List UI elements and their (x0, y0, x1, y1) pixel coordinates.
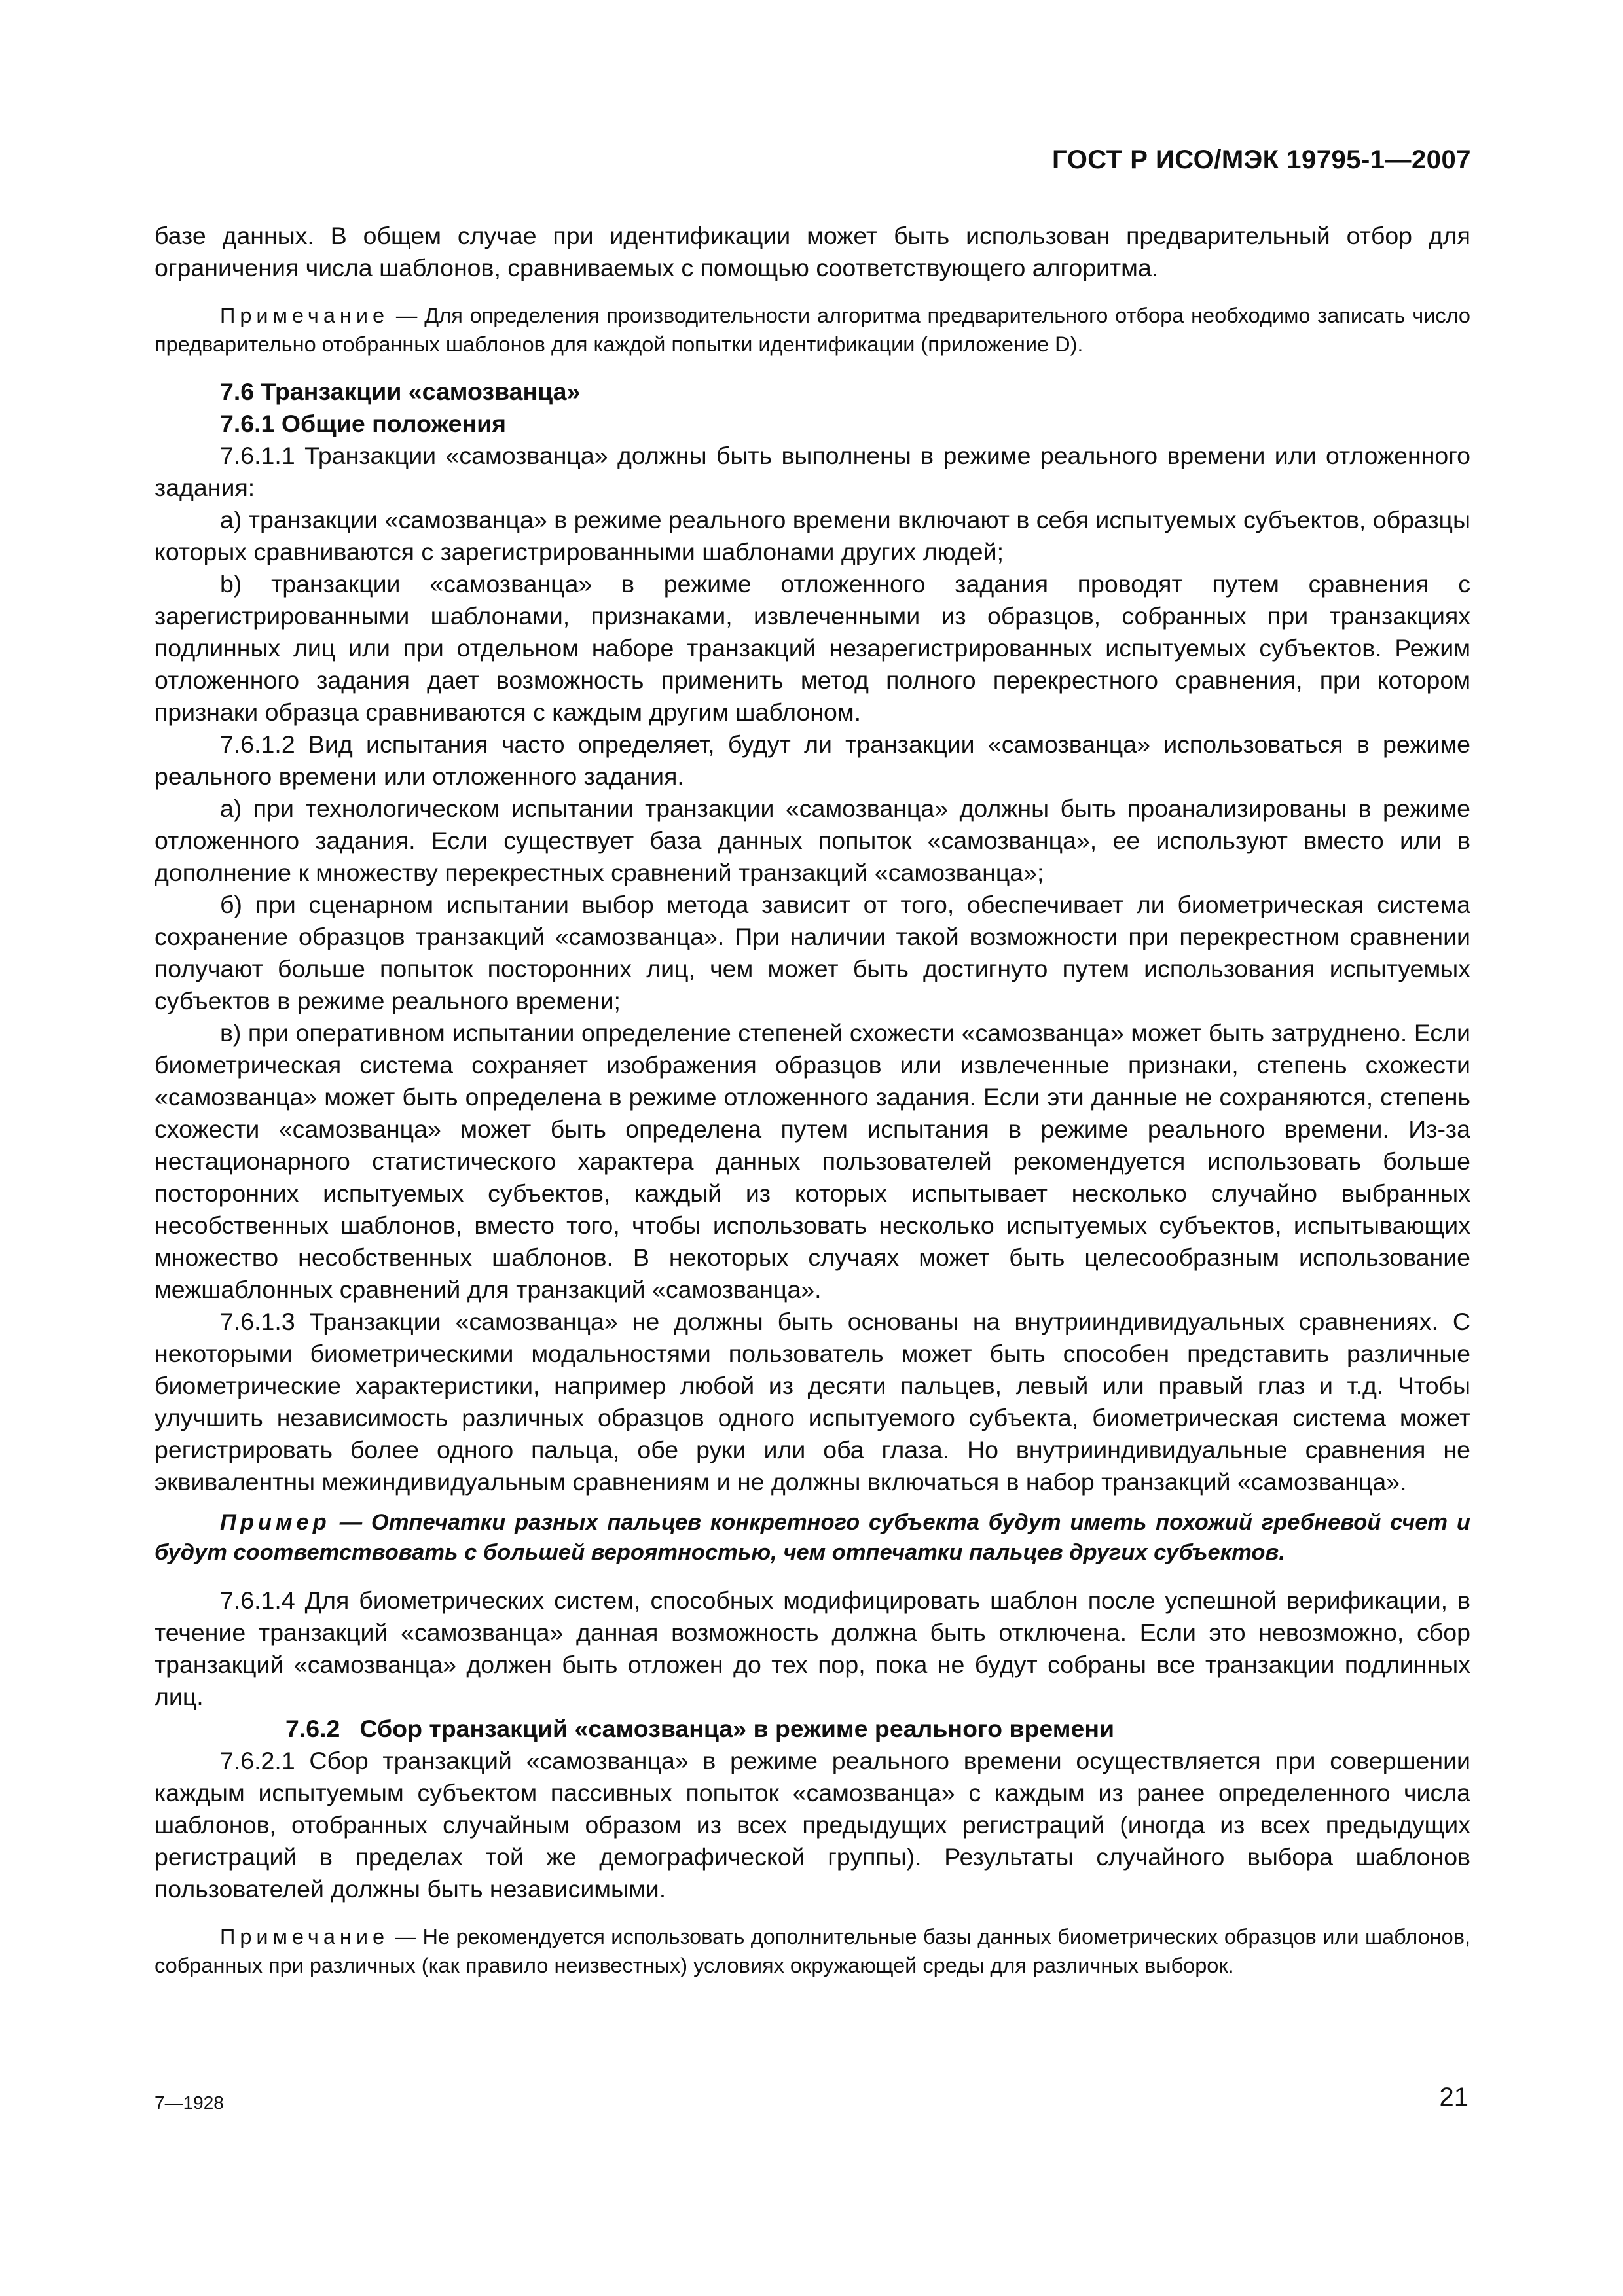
note-label: Примечание (220, 1925, 390, 1948)
paragraph-7-6-1-3: 7.6.1.3 Транзакции «самозванца» не должны быть основаны на внутрииндивидуальных сравнениях. С некоторыми биометрическими модальностями пользователь может быть способен представить различные биометрические характеристики, например любой из десяти пальцев, левый или правый глаз и т.д. Чтобы улучшить независимость различных образцов одного испытуемого субъекта, биометрическая система может регистрировать более одного пальца, обе руки или оба глаза. Но внутрииндивидуальные сравнения не эквивалентны межиндивидуальным сравнениям и не должны включаться в набор транзакций «самозванца». (155, 1308, 1470, 1496)
print-code: 7—1928 (155, 2092, 224, 2113)
list-item-7-6-1-1-b: b) транзакции «самозванца» в режиме отложенного задания проводят путем сравнения с зарегистрированными шаблонами, признаками, извлеченными из образцов, собранных при транзакциях подлинных лиц или при отдельном наборе транзакций незарегистрированных испытуемых субъектов. Режим отложенного задания дает возможность применить метод полного перекрестного сравнения, при котором признаки образца сравниваются с каждым другим шаблоном. (155, 570, 1470, 726)
section-number: 7.6.2 (285, 1715, 340, 1742)
list-item-7-6-1-2-b: б) при сценарном испытании выбор метода зависит от того, обеспечивает ли биометрическая система сохранение образцов транзакций «самозванца». При наличии такой возможности при перекрестном сравнении получают больше попыток посторонних лиц, чем может быть достигнуто путем использования испытуемых субъектов в режиме реального времени; (155, 891, 1470, 1014)
page-body (155, 220, 1470, 1997)
example-text: — Отпечатки разных пальцев конкретного субъекта будут иметь похожий гребневой счет и будут соответствовать с большей вероятностью, чем отпечатки пальцев других субъектов. (155, 1510, 1470, 1565)
standard-designation: ГОСТ Р ИСО/МЭК 19795-1—2007 (1052, 145, 1471, 174)
paragraph-continuation: базе данных. В общем случае при идентификации может быть использован предварительный отбор для ограничения числа шаблонов, сравниваемых с помощью соответствующего алгоритма. (155, 222, 1470, 281)
paragraph-7-6-1-4: 7.6.1.4 Для биометрических систем, способных модифицировать шаблон после успешной верификации, в течение транзакций «самозванца» данная возможность должна быть отключена. Если это невозможно, сбор транзакций «самозванца» должен быть отложен до тех пор, пока не будут собраны все транзакции подлинных лиц. (155, 1587, 1470, 1710)
example-block (155, 1507, 1470, 1568)
paragraph-7-6-2-1: 7.6.2.1 Сбор транзакций «самозванца» в режиме реального времени осуществляется при совершении каждым испытуемым субъектом пассивных попыток «самозванца» с каждым из ранее определенного числа шаблонов, отобранных случайным образом из всех предыдущих регистраций (иногда из всех предыдущих регистраций в пределах той же демографической группы). Результаты случайного выбора шаблонов пользователей должны быть независимыми. (155, 1747, 1470, 1903)
note-text: — Для определения производительности алгоритма предварительного отбора необходимо записать число предварительно отобранных шаблонов для каждой попытки идентификации (приложение D). (155, 304, 1470, 356)
note-label: Примечание (220, 304, 390, 327)
note-1 (155, 301, 1470, 359)
section-heading-7-6: 7.6 Транзакции «самозванца» (220, 378, 581, 405)
list-item-7-6-1-2-c: в) при оперативном испытании определение степеней схожести «самозванца» может быть затруднено. Если биометрическая система сохраняет изображения образцов или извлеченные признаки, степень схожести «самозванца» может быть определена в режиме отложенного задания. Если эти данные не сохраняются, степень схожести «самозванца» может быть определена путем испытания в режиме реального времени. Из-за нестационарного статистического характера данных пользователей рекомендуется использовать больше посторонних испытуемых субъектов, каждый из которых испытывает несколько случайно выбранных несобственных шаблонов, вместо того, чтобы использовать несколько испытуемых субъектов, испытывающих множество несобственных шаблонов. В некоторых случаях может быть целесообразным использование межшаблонных сравнений для транзакций «самозванца». (155, 1019, 1470, 1303)
list-item-7-6-1-2-a: а) при технологическом испытании транзакции «самозванца» должны быть проанализированы в режиме отложенного задания. Если существует база данных попыток «самозванца», ее используют вместо или в дополнение к множеству перекрестных сравнений транзакций «самозванца»; (155, 795, 1470, 886)
paragraph-7-6-1-2: 7.6.1.2 Вид испытания часто определяет, будут ли транзакции «самозванца» использоваться в режиме реального времени или отложенного задания. (155, 730, 1470, 790)
note-2 (155, 1922, 1470, 1980)
section-heading-7-6-1: 7.6.1 Общие положения (220, 410, 507, 437)
section-title: Сбор транзакций «самозванца» в режиме реального времени (359, 1715, 1115, 1742)
section-heading-7-6-2 (155, 1713, 1470, 1745)
list-item-7-6-1-1-a: а) транзакции «самозванца» в режиме реального времени включают в себя испытуемых субъектов, образцы которых сравниваются с зарегистрированными шаблонами других людей; (155, 506, 1470, 565)
note-text: — Не рекомендуется использовать дополнительные базы данных биометрических образцов или шаблонов, собранных при различных (как правило неизвестных) условиях окружающей среды для различных выборок. (155, 1925, 1470, 1977)
example-label: Пример (220, 1510, 331, 1535)
page-number: 21 (1439, 2083, 1468, 2111)
paragraph-7-6-1-1: 7.6.1.1 Транзакции «самозванца» должны быть выполнены в режиме реального времени или отложенного задания: (155, 442, 1470, 501)
